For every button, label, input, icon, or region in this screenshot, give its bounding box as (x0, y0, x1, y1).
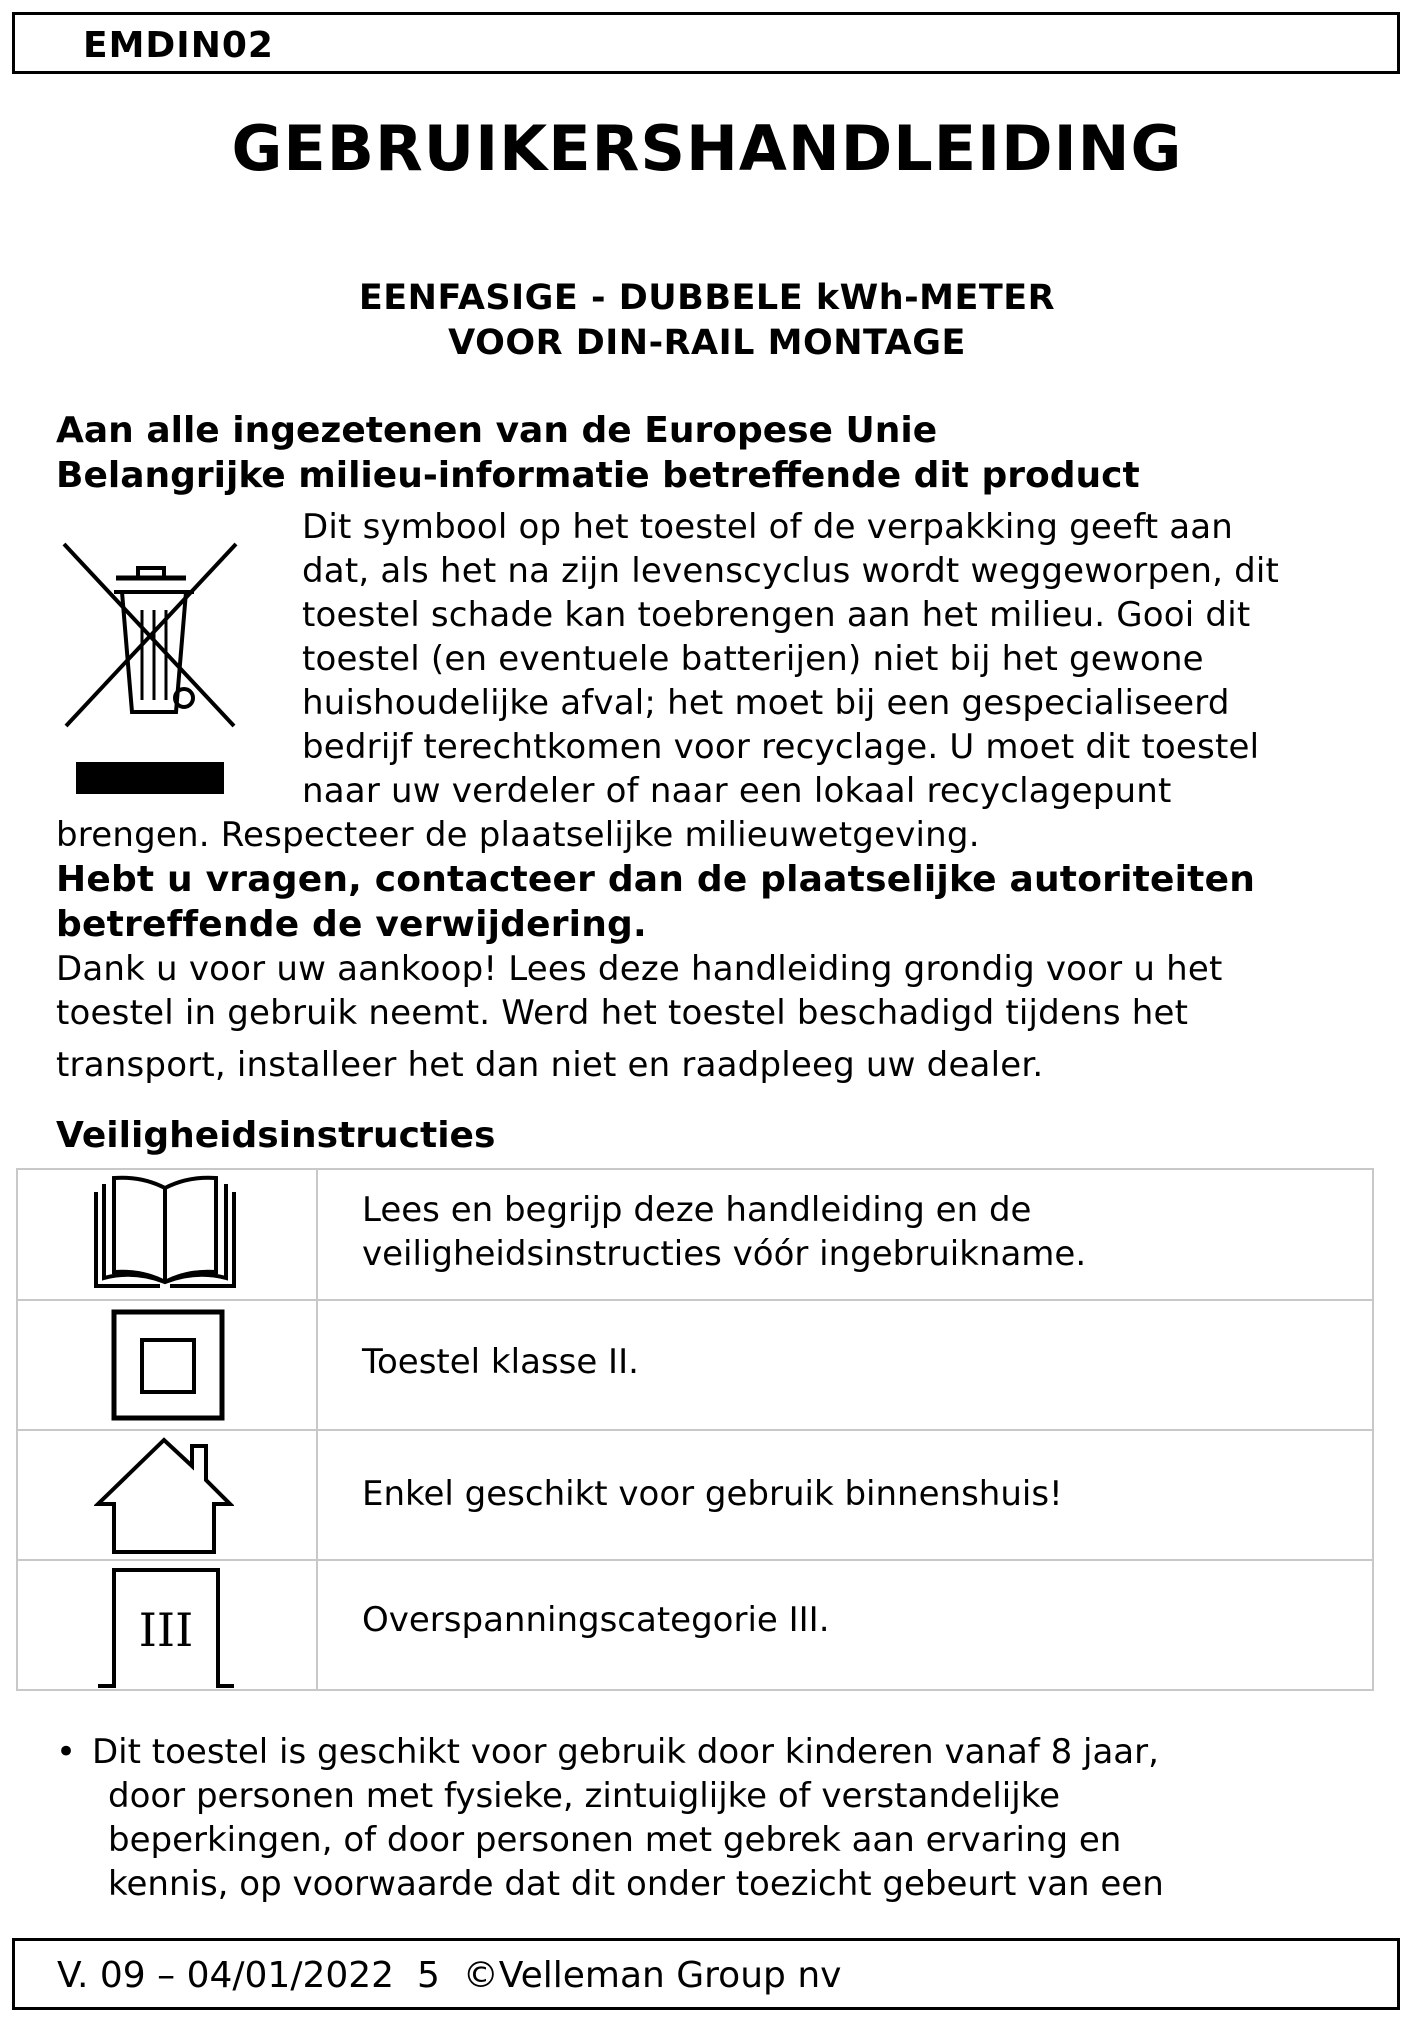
bullet-text-line: Dit toestel is geschikt voor gebruik door kinderen vanaf 8 jaar, (92, 1732, 1159, 1772)
bullet-text-line: beperkingen, of door personen met gebrek aan ervaring en (108, 1820, 1122, 1860)
page-number: 5 (416, 1955, 440, 1996)
disposal-question-line: betreffende de verwijdering. (56, 904, 647, 945)
eu-text-line: Dit symbool op het toestel of de verpakking geeft aan (302, 507, 1234, 547)
bullet-symbol: • (56, 1732, 77, 1772)
class-ii-icon (108, 1306, 228, 1424)
table-divider (18, 1559, 1372, 1561)
thanks-text-line: toestel in gebruik neemt. Werd het toestel beschadigd tijdens het (56, 993, 1189, 1033)
eu-heading: Aan alle ingezetenen van de Europese Unie (56, 410, 938, 451)
table-row-text: Enkel geschikt voor gebruik binnenshuis! (362, 1474, 1063, 1514)
table-row-text: veiligheidsinstructies vóór ingebruikname. (362, 1234, 1087, 1274)
bullet-text-line: kennis, op voorwaarde dat dit onder toezicht gebeurt van een (108, 1864, 1164, 1904)
header-box (12, 12, 1400, 74)
weee-bin-icon (58, 530, 248, 800)
product-code: EMDIN02 (83, 25, 274, 66)
bullet-text-line: door personen met fysieke, zintuiglijke of verstandelijke (108, 1776, 1061, 1816)
table-divider (18, 1429, 1372, 1431)
thanks-text-line: transport, installeer het dan niet en raadpleeg uw dealer. (56, 1045, 1044, 1085)
page-title: GEBRUIKERSHANDLEIDING (231, 112, 1183, 185)
eu-text-line: huishoudelijke afval; het moet bij een gespecialiseerd (302, 683, 1230, 723)
eu-text-line: brengen. Respecteer de plaatselijke milieuwetgeving. (56, 815, 980, 855)
subtitle-line-2: VOOR DIN-RAIL MONTAGE (448, 323, 966, 363)
eu-text-line: dat, als het na zijn levenscyclus wordt weggeworpen, dit (302, 551, 1280, 591)
table-row-text: Toestel klasse II. (362, 1342, 639, 1382)
eu-text-line: toestel (en eventuele batterijen) niet bij het gewone (302, 639, 1204, 679)
eu-text-line: toestel schade kan toebrengen aan het milieu. Gooi dit (302, 595, 1251, 635)
house-icon (94, 1434, 234, 1556)
subtitle-line-1: EENFASIGE - DUBBELE kWh-METER (358, 278, 1056, 318)
safety-heading: Veiligheidsinstructies (56, 1115, 496, 1156)
eu-text-line: naar uw verdeler of naar een lokaal recyclagepunt (302, 771, 1172, 811)
table-row-text: Lees en begrijp deze handleiding en de (362, 1190, 1032, 1230)
footer-version: V. 09 – 04/01/2022 (57, 1955, 395, 1996)
svg-text:III: III (138, 1603, 194, 1657)
eu-text-line: bedrijf terechtkomen voor recyclage. U moet dit toestel (302, 727, 1260, 767)
footer-text (57, 1955, 841, 1996)
safety-symbol-table (16, 1168, 1374, 1691)
table-divider (18, 1299, 1372, 1301)
footer-copyright: ©Velleman Group nv (462, 1955, 842, 1996)
book-icon (90, 1174, 240, 1292)
footer (12, 1938, 1400, 2010)
disposal-question-line: Hebt u vragen, contacteer dan de plaatselijke autoriteiten (56, 859, 1256, 900)
table-row-text: Overspanningscategorie III. (362, 1600, 830, 1640)
overvoltage-iii-icon (96, 1564, 236, 1690)
environment-heading: Belangrijke milieu-informatie betreffende dit product (56, 455, 1140, 496)
thanks-text-line: Dank u voor uw aankoop! Lees deze handleiding grondig voor u het (56, 949, 1223, 989)
